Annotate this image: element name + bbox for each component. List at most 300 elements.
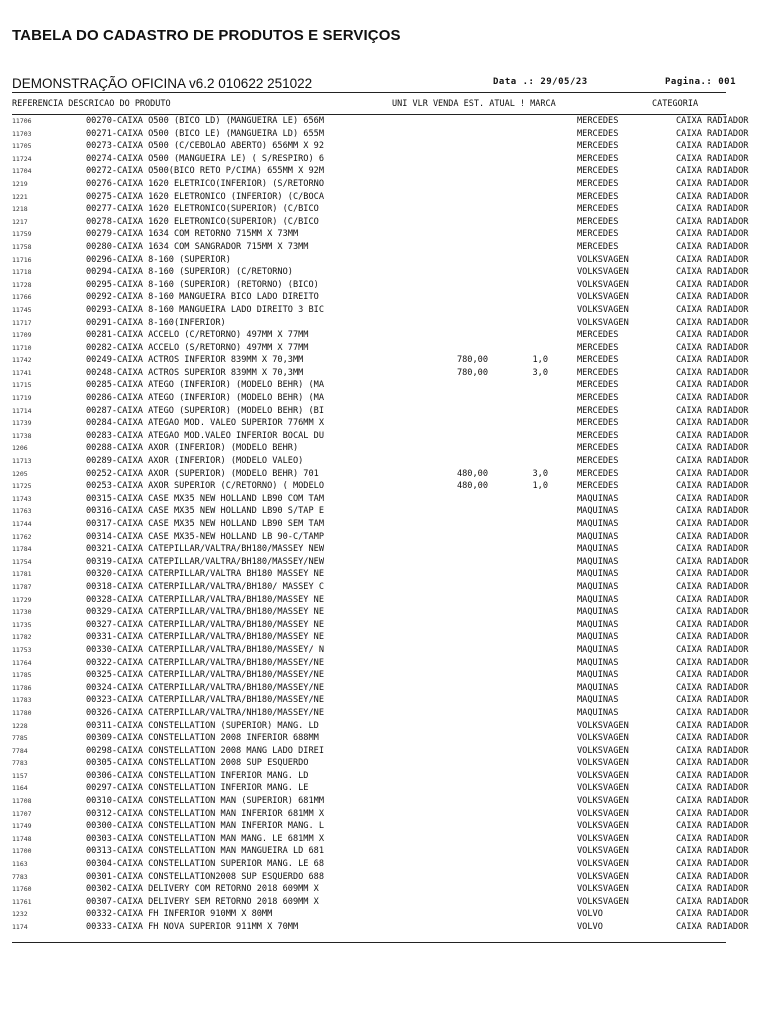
product-description: 00301-CAIXA CONSTELLATION2008 SUP ESQUERDO 688 — [86, 871, 324, 882]
brand: MAQUINAS — [577, 531, 619, 542]
product-description: 00311-CAIXA CONSTELLATION (SUPERIOR) MANG. LD — [86, 720, 319, 731]
table-row — [0, 443, 768, 456]
brand: MAQUINAS — [577, 707, 619, 718]
category: CAIXA RADIADOR — [676, 846, 749, 857]
ref-id: 1228 — [12, 721, 28, 730]
ref-id: 11761 — [12, 897, 32, 906]
brand: MERCEDES — [577, 380, 619, 391]
product-description: 00272-CAIXA O500(BICO RETO P/CIMA) 655MM X 92M — [86, 166, 324, 177]
table-row — [0, 393, 768, 406]
table-row — [0, 607, 768, 620]
table-row — [0, 821, 768, 834]
product-description: 00270-CAIXA O500 (BICO LD) (MANGUEIRA LE) 656M — [86, 116, 324, 126]
product-description: 00316-CAIXA CASE MX35 NEW HOLLAND LB90 S/TAP E — [86, 506, 324, 517]
brand: MAQUINAS — [577, 632, 619, 643]
header-rule-bottom — [12, 114, 726, 115]
product-description: 00310-CAIXA CONSTELLATION MAN (SUPERIOR) 681MM — [86, 796, 324, 807]
product-description: 00284-CAIXA ATEGÃO MOD. VALEO SUPERIOR 776MM X — [86, 418, 324, 429]
table-row — [0, 166, 768, 179]
product-description: 00277-CAIXA 1620 ELETRONICO(SUPERIOR) (C/BICO — [86, 204, 319, 215]
product-description: 00279-CAIXA 1634 COM RETORNO 715MM X 73MM — [86, 229, 299, 240]
ref-id: 1218 — [12, 205, 28, 214]
product-description: 00330-CAIXA CATERPILLAR/VALTRA/BH180/MASSEY/ N — [86, 644, 324, 655]
product-description: 00283-CAIXA ATEGÃO MOD.VALEO INFERIOR BOCAL DU — [86, 430, 324, 441]
table-row — [0, 809, 768, 822]
product-description: 00296-CAIXA 8-160 (SUPERIOR) — [86, 254, 231, 265]
table-row — [0, 544, 768, 557]
ref-id: 11753 — [12, 645, 32, 654]
category: CAIXA RADIADOR — [676, 884, 749, 895]
category: CAIXA RADIADOR — [676, 141, 749, 152]
brand: MERCEDES — [577, 367, 619, 378]
table-row — [0, 267, 768, 280]
brand: MERCEDES — [577, 456, 619, 467]
product-description: 00248-CAIXA ACTROS SUPERIOR 839MM X 70,3MM — [86, 367, 304, 378]
table-row — [0, 519, 768, 532]
product-description: 00291-CAIXA 8-160(INFERIOR) — [86, 317, 226, 328]
table-row — [0, 141, 768, 154]
category: CAIXA RADIADOR — [676, 367, 749, 378]
product-description: 00320-CAIXA CATERPILLAR/VALTRA BH180 MASSEY NE — [86, 569, 324, 580]
category: CAIXA RADIADOR — [676, 556, 749, 567]
brand: MERCEDES — [577, 405, 619, 416]
table-row — [0, 783, 768, 796]
category: CAIXA RADIADOR — [676, 519, 749, 529]
ref-id: 11713 — [12, 457, 32, 466]
brand: MAQUINAS — [577, 569, 619, 580]
brand: VOLKSVAGEN — [577, 745, 629, 756]
company-subtitle: DEMONSTRAÇÃO OFICINA v6.2 010622 251022 — [12, 76, 313, 91]
category: CAIXA RADIADOR — [676, 594, 749, 605]
product-description: 00318-CAIXA CATERPILLAR/VALTRA/BH180/ MASSEY C — [86, 581, 324, 592]
category: CAIXA RADIADOR — [676, 644, 749, 655]
ref-id: 11703 — [12, 129, 32, 138]
ref-id: 11704 — [12, 167, 32, 176]
footer-rule — [12, 942, 726, 943]
brand: MERCEDES — [577, 153, 619, 164]
brand: MERCEDES — [577, 342, 619, 353]
brand: VOLKSVAGEN — [577, 859, 629, 870]
product-description: 00295-CAIXA 8-160 (SUPERIOR) (RETORNO) (BICO) — [86, 279, 319, 290]
category: CAIXA RADIADOR — [676, 468, 749, 479]
category: CAIXA RADIADOR — [676, 821, 749, 832]
brand: MAQUINAS — [577, 594, 619, 605]
product-description: 00332-CAIXA FH INFERIOR 910MM X 80MM — [86, 909, 273, 920]
ref-id: 11741 — [12, 368, 32, 377]
category: CAIXA RADIADOR — [676, 216, 749, 227]
ref-id: 7783 — [12, 759, 28, 768]
brand: MAQUINAS — [577, 556, 619, 567]
ref-id: 7785 — [12, 734, 28, 743]
table-row — [0, 129, 768, 142]
table-row — [0, 217, 768, 230]
product-description: 00300-CAIXA CONSTELLATION MAN INFERIOR MANG. L — [86, 821, 324, 832]
category: CAIXA RADIADOR — [676, 254, 749, 265]
product-description: 00326-CAIXA CATERPILLAR/VALTRA/NH180/MASSEY/NE — [86, 707, 324, 718]
ref-id: 11717 — [12, 318, 32, 327]
ref-id: 11782 — [12, 633, 32, 642]
product-table — [0, 116, 768, 935]
brand: MERCEDES — [577, 166, 619, 177]
category: CAIXA RADIADOR — [676, 380, 749, 391]
category: CAIXA RADIADOR — [676, 204, 749, 215]
ref-id: 11742 — [12, 356, 32, 365]
ref-id: 11758 — [12, 242, 32, 251]
product-description: 00253-CAIXA AXOR SUPERIOR (C/RETORNO) ( MODELO — [86, 481, 324, 492]
category: CAIXA RADIADOR — [676, 770, 749, 781]
table-row — [0, 380, 768, 393]
ref-id: 11766 — [12, 293, 32, 302]
product-description: 00327-CAIXA CATERPILLAR/VALTRA/BH180/MASSEY NE — [86, 619, 324, 630]
product-description: 00325-CAIXA CATERPILLAR/VALTRA/BH180/MASSEY/NE — [86, 670, 324, 681]
table-row — [0, 909, 768, 922]
col-ref-desc: REFERENCIA DESCRICAO DO PRODUTO — [12, 99, 171, 109]
brand: MERCEDES — [577, 141, 619, 152]
table-row — [0, 255, 768, 268]
ref-id: 11710 — [12, 343, 32, 352]
table-row — [0, 708, 768, 721]
category: CAIXA RADIADOR — [676, 153, 749, 164]
ref-id: 11708 — [12, 797, 32, 806]
category: CAIXA RADIADOR — [676, 116, 749, 126]
table-row — [0, 834, 768, 847]
sale-value: 780,00 — [456, 367, 488, 378]
header-rule-top — [12, 92, 726, 93]
ref-id: 11706 — [12, 117, 32, 125]
product-description: 00289-CAIXA AXOR (INFERIOR) (MODELO VALEO) — [86, 456, 304, 467]
ref-id: 11739 — [12, 419, 32, 428]
ref-id: 11714 — [12, 406, 32, 415]
brand: MERCEDES — [577, 393, 619, 404]
brand: VOLKSVAGEN — [577, 758, 629, 769]
ref-id: 11700 — [12, 847, 32, 856]
ref-id: 11781 — [12, 570, 32, 579]
table-row — [0, 658, 768, 671]
product-description: 00323-CAIXA CATERPILLAR/VALTRA/BH180/MASSEY/NE — [86, 695, 324, 706]
ref-id: 11716 — [12, 255, 32, 264]
category: CAIXA RADIADOR — [676, 733, 749, 744]
sale-value: 480,00 — [456, 481, 488, 492]
table-row — [0, 721, 768, 734]
ref-id: 11744 — [12, 520, 32, 528]
brand: VOLKSVAGEN — [577, 720, 629, 731]
table-row — [0, 456, 768, 469]
brand: MERCEDES — [577, 430, 619, 441]
brand: MAQUINAS — [577, 607, 619, 618]
brand: MAQUINAS — [577, 644, 619, 655]
ref-id: 1174 — [12, 923, 28, 931]
sale-value: 780,00 — [456, 355, 488, 366]
ref-id: 11715 — [12, 381, 32, 390]
column-header — [0, 99, 768, 111]
table-row — [0, 355, 768, 368]
ref-id: 11764 — [12, 658, 32, 667]
table-row — [0, 242, 768, 255]
category: CAIXA RADIADOR — [676, 619, 749, 630]
category: CAIXA RADIADOR — [676, 707, 749, 718]
category: CAIXA RADIADOR — [676, 607, 749, 618]
product-description: 00315-CAIXA CASE MX35 NEW HOLLAND LB90 COM TAM — [86, 493, 324, 504]
ref-id: 1221 — [12, 192, 28, 201]
product-description: 00313-CAIXA CONSTELLATION MAN MANGUEIRA LD 681 — [86, 846, 324, 857]
product-description: 00282-CAIXA ACCELO (S/RETORNO) 497MM X 77MM — [86, 342, 309, 353]
category: CAIXA RADIADOR — [676, 657, 749, 668]
table-row — [0, 620, 768, 633]
product-description: 00314-CAIXA CASE MX35-NEW HOLLAND LB 90-C/TAMP — [86, 531, 324, 542]
ref-id: 1164 — [12, 784, 28, 793]
category: CAIXA RADIADOR — [676, 128, 749, 139]
stock-quantity: 3,0 — [532, 468, 548, 479]
ref-id: 1157 — [12, 771, 28, 780]
table-row — [0, 481, 768, 494]
brand: MAQUINAS — [577, 581, 619, 592]
report-date: Data .: 29/05/23 — [493, 77, 588, 87]
ref-id: 7784 — [12, 746, 28, 755]
category: CAIXA RADIADOR — [676, 695, 749, 706]
category: CAIXA RADIADOR — [676, 808, 749, 819]
product-description: 00287-CAIXA ATEGO (SUPERIOR) (MODELO BEHR) (BI — [86, 405, 324, 416]
table-row — [0, 305, 768, 318]
category: CAIXA RADIADOR — [676, 267, 749, 278]
table-row — [0, 582, 768, 595]
ref-id: 11738 — [12, 431, 32, 440]
ref-id: 1219 — [12, 179, 28, 188]
ref-id: 11719 — [12, 394, 32, 403]
table-row — [0, 368, 768, 381]
brand: MERCEDES — [577, 481, 619, 492]
ref-id: 11787 — [12, 582, 32, 591]
brand: VOLKSVAGEN — [577, 304, 629, 315]
ref-id: 11707 — [12, 809, 32, 818]
table-row — [0, 431, 768, 444]
stock-quantity: 3,0 — [532, 367, 548, 378]
brand: VOLKSVAGEN — [577, 267, 629, 278]
product-description: 00252-CAIXA AXOR (SUPERIOR) (MODELO BEHR) 701 — [86, 468, 319, 479]
table-row — [0, 733, 768, 746]
ref-id: 11783 — [12, 696, 32, 705]
table-row — [0, 683, 768, 696]
category: CAIXA RADIADOR — [676, 569, 749, 580]
sale-value: 480,00 — [456, 468, 488, 479]
brand: VOLKSVAGEN — [577, 783, 629, 794]
table-row — [0, 557, 768, 570]
brand: VOLVO — [577, 922, 603, 932]
brand: MERCEDES — [577, 418, 619, 429]
ref-id: 11724 — [12, 154, 32, 163]
table-row — [0, 292, 768, 305]
page-number: Pagina.: 001 — [665, 77, 737, 87]
product-description: 00249-CAIXA ACTROS INFERIOR 839MM X 70,3MM — [86, 355, 304, 366]
product-description: 00328-CAIXA CATERPILLAR/VALTRA/BH180/MASSEY NE — [86, 594, 324, 605]
ref-id: 11728 — [12, 280, 32, 289]
product-description: 00293-CAIXA 8-160 MANGUEIRA LADO DIREITO 3 BIC — [86, 304, 324, 315]
table-row — [0, 670, 768, 683]
table-row — [0, 229, 768, 242]
brand: VOLKSVAGEN — [577, 884, 629, 895]
product-description: 00329-CAIXA CATERPILLAR/VALTRA/BH180/MASSEY NE — [86, 607, 324, 618]
table-row — [0, 280, 768, 293]
category: CAIXA RADIADOR — [676, 544, 749, 555]
category: CAIXA RADIADOR — [676, 166, 749, 177]
ref-id: 11725 — [12, 482, 32, 491]
ref-id: 11729 — [12, 595, 32, 604]
brand: MAQUINAS — [577, 544, 619, 555]
brand: MERCEDES — [577, 116, 619, 126]
product-description: 00276-CAIXA 1620 ELETRICO(INFERIOR) (S/RETORNO — [86, 178, 324, 189]
brand: MERCEDES — [577, 229, 619, 240]
ref-id: 11762 — [12, 532, 32, 541]
stock-quantity: 1,0 — [532, 355, 548, 366]
product-description: 00321-CAIXA CATEPILLAR/VALTRA/BH180/MASSEY NEW — [86, 544, 324, 555]
category: CAIXA RADIADOR — [676, 632, 749, 643]
brand: VOLKSVAGEN — [577, 796, 629, 807]
category: CAIXA RADIADOR — [676, 909, 749, 920]
product-description: 00281-CAIXA ACCELO (C/RETORNO) 497MM X 77MM — [86, 330, 309, 341]
brand: MAQUINAS — [577, 657, 619, 668]
product-description: 00322-CAIXA CATERPILLAR/VALTRA/BH180/MASSEY/NE — [86, 657, 324, 668]
category: CAIXA RADIADOR — [676, 418, 749, 429]
ref-id: 11786 — [12, 683, 32, 692]
table-row — [0, 506, 768, 519]
ref-id: 1206 — [12, 444, 28, 453]
table-row — [0, 695, 768, 708]
category: CAIXA RADIADOR — [676, 355, 749, 366]
table-row — [0, 192, 768, 205]
brand: VOLKSVAGEN — [577, 896, 629, 907]
ref-id: 11759 — [12, 230, 32, 239]
product-description: 00294-CAIXA 8-160 (SUPERIOR) (C/RETORNO) — [86, 267, 293, 278]
category: CAIXA RADIADOR — [676, 670, 749, 681]
table-row — [0, 204, 768, 217]
product-description: 00275-CAIXA 1620 ELETRONICO (INFERIOR) (C/BOCA — [86, 191, 324, 202]
product-description: 00285-CAIXA ATEGO (INFERIOR) (MODELO BEHR) (MA — [86, 380, 324, 391]
category: CAIXA RADIADOR — [676, 481, 749, 492]
product-description: 00280-CAIXA 1634 COM SANGRADOR 715MM X 73MM — [86, 241, 309, 252]
brand: VOLKSVAGEN — [577, 770, 629, 781]
table-row — [0, 884, 768, 897]
category: CAIXA RADIADOR — [676, 783, 749, 794]
ref-id: 11735 — [12, 620, 32, 629]
product-description: 00286-CAIXA ATEGO (INFERIOR) (MODELO BEHR) (MA — [86, 393, 324, 404]
product-description: 00273-CAIXA O500 (C/CEBOLÃO ABERTO) 656MM X 92 — [86, 141, 324, 152]
category: CAIXA RADIADOR — [676, 443, 749, 454]
product-description: 00305-CAIXA CONSTELLATION 2008 SUP ESQUERDO — [86, 758, 309, 769]
product-description: 00306-CAIXA CONSTELLATION INFERIOR MANG. LD — [86, 770, 309, 781]
category: CAIXA RADIADOR — [676, 796, 749, 807]
brand: MERCEDES — [577, 178, 619, 189]
product-description: 00319-CAIXA CATEPILLAR/VALTRA/BH180/MASSEY/NEW — [86, 556, 324, 567]
product-description: 00278-CAIXA 1620 ELETRONICO(SUPERIOR) (C/BICO — [86, 216, 319, 227]
table-row — [0, 872, 768, 885]
brand: MAQUINAS — [577, 506, 619, 517]
category: CAIXA RADIADOR — [676, 430, 749, 441]
brand: MAQUINAS — [577, 670, 619, 681]
table-row — [0, 116, 768, 129]
brand: MERCEDES — [577, 443, 619, 454]
ref-id: 11709 — [12, 331, 32, 340]
table-row — [0, 897, 768, 910]
table-row — [0, 859, 768, 872]
category: CAIXA RADIADOR — [676, 493, 749, 504]
table-row — [0, 922, 768, 935]
category: CAIXA RADIADOR — [676, 393, 749, 404]
brand: MERCEDES — [577, 216, 619, 227]
product-description: 00302-CAIXA DELIVERY COM RETORNO 2018 609MM X — [86, 884, 319, 895]
category: CAIXA RADIADOR — [676, 581, 749, 592]
ref-id: 11754 — [12, 557, 32, 566]
table-row — [0, 645, 768, 658]
table-row — [0, 846, 768, 859]
table-row — [0, 469, 768, 482]
ref-id: 11785 — [12, 671, 32, 680]
brand: MAQUINAS — [577, 695, 619, 706]
brand: MERCEDES — [577, 241, 619, 252]
ref-id: 11718 — [12, 268, 32, 277]
brand: MAQUINAS — [577, 682, 619, 693]
category: CAIXA RADIADOR — [676, 720, 749, 731]
category: CAIXA RADIADOR — [676, 279, 749, 290]
brand: MERCEDES — [577, 128, 619, 139]
category: CAIXA RADIADOR — [676, 922, 749, 932]
table-row — [0, 154, 768, 167]
product-description: 00333-CAIXA FH NOVA SUPERIOR 911MM X 70MM — [86, 922, 299, 932]
category: CAIXA RADIADOR — [676, 758, 749, 769]
ref-id: 11784 — [12, 545, 32, 554]
table-row — [0, 418, 768, 431]
category: CAIXA RADIADOR — [676, 506, 749, 517]
product-description: 00297-CAIXA CONSTELLATION INFERIOR MANG. LE — [86, 783, 309, 794]
category: CAIXA RADIADOR — [676, 531, 749, 542]
ref-id: 11705 — [12, 142, 32, 151]
category: CAIXA RADIADOR — [676, 178, 749, 189]
table-row — [0, 758, 768, 771]
ref-id: 1217 — [12, 217, 28, 226]
ref-id: 1163 — [12, 860, 28, 869]
brand: VOLKSVAGEN — [577, 292, 629, 303]
table-row — [0, 746, 768, 759]
category: CAIXA RADIADOR — [676, 229, 749, 240]
brand: MAQUINAS — [577, 493, 619, 504]
ref-id: 11780 — [12, 708, 32, 717]
brand: MERCEDES — [577, 204, 619, 215]
table-row — [0, 406, 768, 419]
brand: VOLKSVAGEN — [577, 833, 629, 844]
col-categoria: CATEGORIA — [652, 99, 699, 109]
ref-id: 11749 — [12, 822, 32, 831]
ref-id: 1205 — [12, 469, 28, 478]
brand: MERCEDES — [577, 355, 619, 366]
product-description: 00298-CAIXA CONSTELLATION 2008 MANG LADO DIREI — [86, 745, 324, 756]
table-row — [0, 595, 768, 608]
product-description: 00303-CAIXA CONSTELLATION MAN MANG. LE 681MM X — [86, 833, 324, 844]
category: CAIXA RADIADOR — [676, 342, 749, 353]
table-row — [0, 318, 768, 331]
brand: VOLVO — [577, 909, 603, 920]
category: CAIXA RADIADOR — [676, 745, 749, 756]
ref-id: 1232 — [12, 910, 28, 919]
ref-id: 11743 — [12, 494, 32, 503]
product-description: 00307-CAIXA DELIVERY SEM RETORNO 2018 609MM X — [86, 896, 319, 907]
product-description: 00271-CAIXA O500 (BICO LE) (MANGUEIRA LD) 655M — [86, 128, 324, 139]
table-row — [0, 771, 768, 784]
table-row — [0, 532, 768, 545]
category: CAIXA RADIADOR — [676, 456, 749, 467]
category: CAIXA RADIADOR — [676, 191, 749, 202]
category: CAIXA RADIADOR — [676, 330, 749, 341]
brand: VOLKSVAGEN — [577, 317, 629, 328]
product-description: 00274-CAIXA O500 (MANGUEIRA LE) ( S/RESPIRO) 6 — [86, 153, 324, 164]
product-description: 00304-CAIXA CONSTELLATION SUPERIOR MANG. LE 68 — [86, 859, 324, 870]
